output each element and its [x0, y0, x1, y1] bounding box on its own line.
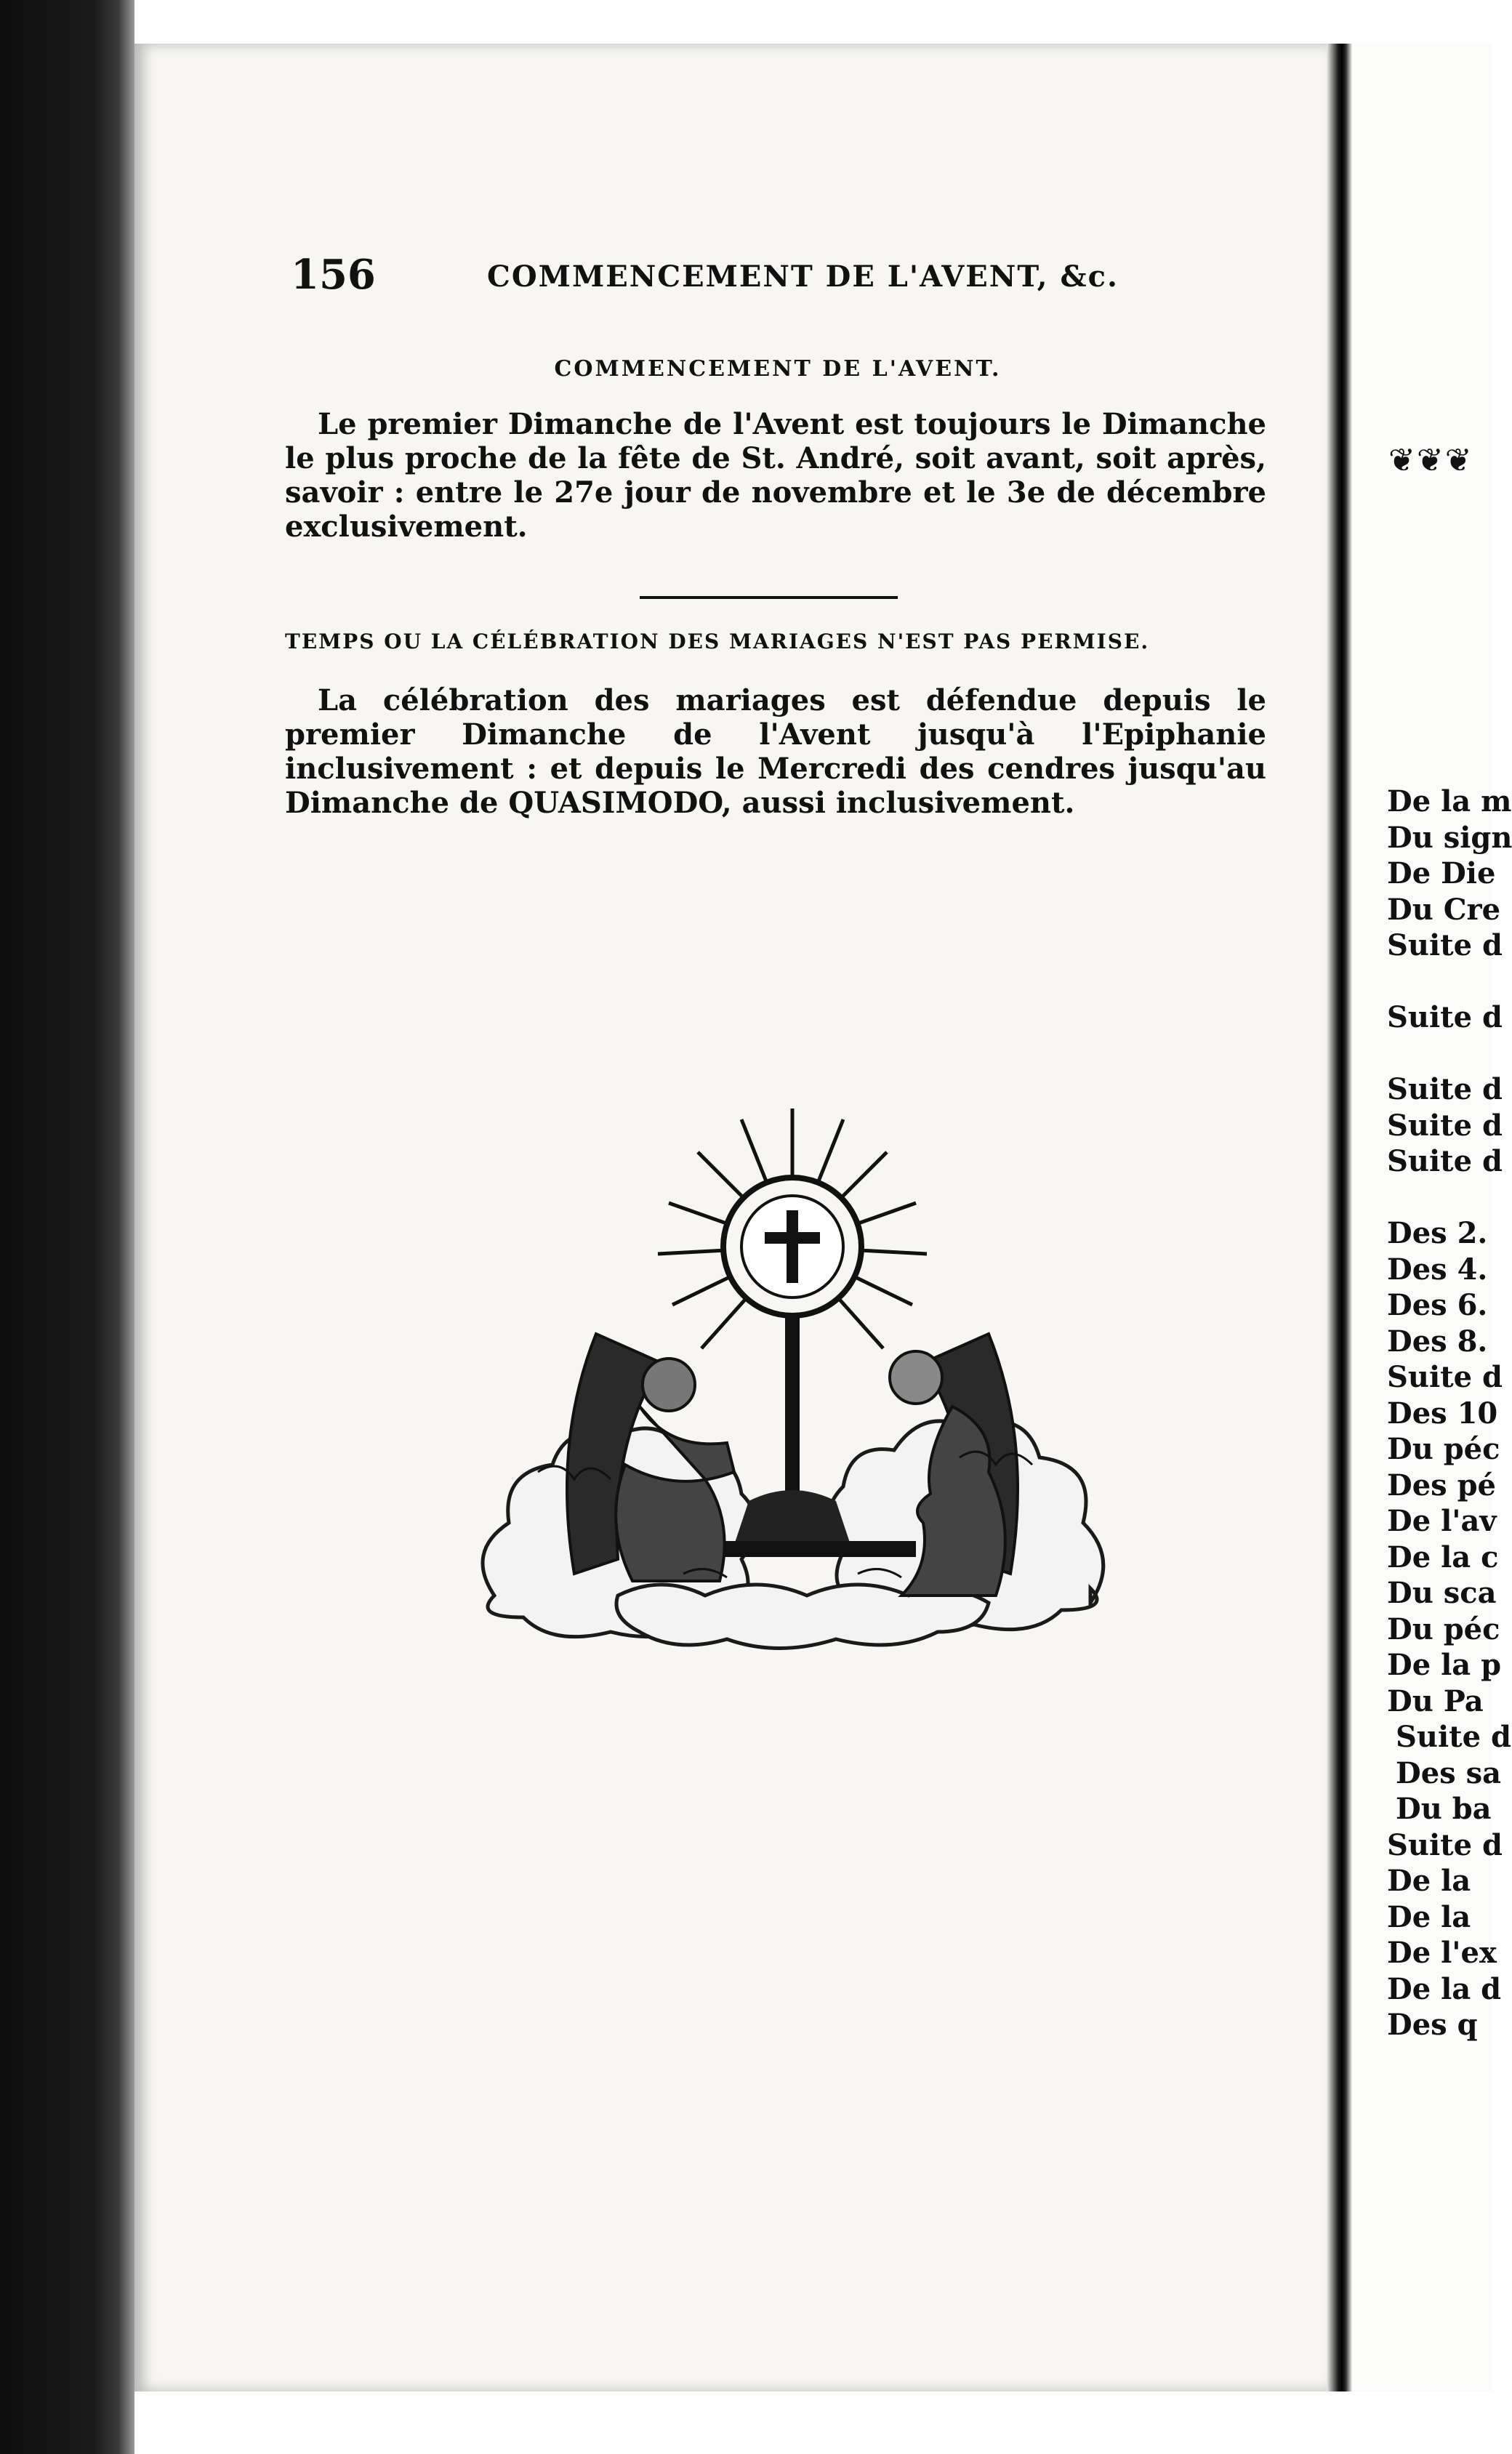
toc-line: De la p — [1387, 1648, 1502, 1682]
toc-line: De la — [1387, 1899, 1471, 1934]
toc-line: De la c — [1387, 1540, 1499, 1574]
page-header — [291, 251, 1301, 309]
ornament-row-icon: ❦❦❦ — [1388, 442, 1473, 479]
toc-line: De Die — [1387, 856, 1496, 890]
toc-line: Suite d — [1396, 1720, 1511, 1754]
page-number: 156 — [291, 251, 376, 299]
toc-line — [1387, 1036, 1503, 1072]
toc-line: Du péc — [1387, 1432, 1500, 1466]
book-edge — [0, 0, 134, 2454]
paragraph-marriages-text: La célébration des mariages est défendue depuis le premier Dimanche de l'Avent jusqu'à l'Epiphanie inclusivement : et depuis le Mercredi des cendres jusqu'au Dimanche de QUASIMODO, aussi inclusivement. — [285, 683, 1266, 820]
paragraph-advent — [285, 407, 1266, 544]
paragraph-marriages — [285, 683, 1266, 820]
toc-line: Des 8. — [1387, 1324, 1488, 1359]
toc-line: Suite d — [1387, 1827, 1503, 1862]
toc-line: Suite d — [1387, 1108, 1503, 1143]
toc-line: Suite d — [1387, 1072, 1503, 1106]
toc-line: Du péc — [1387, 1612, 1500, 1646]
toc-line: Des 10 — [1387, 1396, 1498, 1431]
toc-line: Des 2. — [1387, 1216, 1488, 1250]
toc-line: Des 4. — [1387, 1252, 1488, 1287]
monstrance-with-angels-icon — [451, 1094, 1134, 1675]
divider-rule — [640, 596, 898, 599]
toc-line: De l'ex — [1387, 1936, 1497, 1970]
toc-line: Du ba — [1396, 1792, 1492, 1826]
toc-line: De la d — [1387, 1971, 1502, 2006]
toc-line: Du Cre — [1387, 892, 1501, 927]
toc-line: Du Pa — [1387, 1683, 1484, 1718]
toc-line — [1387, 964, 1503, 1000]
toc-line — [1387, 1180, 1503, 1216]
toc-line: Suite d — [1387, 1000, 1503, 1034]
toc-line: Suite d — [1387, 1144, 1503, 1178]
section-title-advent: COMMENCEMENT DE L'AVENT. — [554, 356, 1002, 382]
toc-line: Du sca — [1387, 1576, 1497, 1610]
toc-line: Suite d — [1387, 1360, 1503, 1394]
toc-line: Des q — [1387, 2008, 1478, 2042]
running-title: COMMENCEMENT DE L'AVENT, &c. — [487, 260, 1119, 294]
right-page-table-of-contents — [1387, 784, 1512, 2043]
toc-line: Des 6. — [1387, 1288, 1488, 1322]
book-gutter — [1327, 44, 1352, 2391]
section-title-marriages: TEMPS OU LA CÉLÉBRATION DES MARIAGES N'EST PAS PERMISE. — [285, 629, 1150, 653]
toc-line: De l'av — [1387, 1504, 1497, 1538]
toc-line: De la — [1387, 1864, 1471, 1898]
toc-line: De la m — [1387, 784, 1512, 818]
toc-line: Du sign — [1387, 820, 1512, 855]
toc-line: Des pé — [1387, 1468, 1496, 1502]
paragraph-advent-text: Le premier Dimanche de l'Avent est toujours le Dimanche le plus proche de la fête de St. André, soit avant, soit après, savoir : entre le 27e jour de novembre et le 3e de décembre exclusivement. — [285, 407, 1266, 544]
toc-line: Des sa — [1396, 1755, 1502, 1790]
toc-line: Suite d — [1387, 928, 1503, 962]
